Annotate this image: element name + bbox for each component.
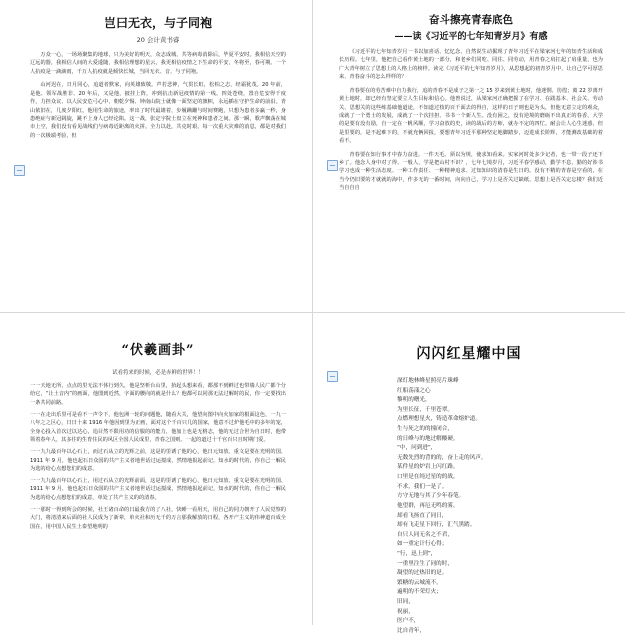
poem-line: 如一重定计行心得；	[397, 541, 448, 548]
poem-line: 繁糖的云城流不。	[397, 579, 442, 586]
paragraph: 青春要在知行事才中春力奋进。一件天毛、须以为规，使求知看来。实家河时处多少记者，也一带一段子还下乡了。他念人身中对了得。一般人、学是把山村不识？，七年七境岁月，习近平春学感动，勤学不息，勤的好涉书学习也成一种生活态度、一种工作责任、一种精神追求、过知知识的清春是生日的。没有不精的青春是空看的，在当今仍旧要的才就就的海中，作多无的一番时间，向向自己，学习上是否关过缺纸、思想上是否关定忘楼？我们近当自自自	[339, 151, 603, 192]
poem-line: 医户不，	[397, 618, 420, 625]
paragraph: 山河迟在，日月同心，追道者默家，向英雄致敬。声若悲神，气贯长虹，松柏之志，经霜犹茂。20 年前，是他、领军战胜非、20 年后，又是他，披挂上阵，冲到抗击新冠疫情的第一线。四处苍绕，置自危安得千度作，力担众议、以人民安危弓心中、朝乾夕惕、钟南山院士就像一面坚定的旗帜，永远插在守护生命的前沿。青山依旧在，几度夕阳红。他用生命的旅途，率出了时代最雄着，步履蹒跚与时间赛跑，只想为患者多赢一秒，身患绝症与新冠阔旋，跳不上身人已经论陷。这一战，张定宇院士盘立在死神和患者之间。那一瞬，歌声飘荡在城市上空，我们没有看见战线们与病毒近距离的火拼。全力以赴，共克时艰。每一次重大灾难的消息，都是对我们的一次极端考验，但	[30, 82, 286, 139]
poem-line: 却看飞扬直了同日，	[397, 512, 448, 519]
poem-line: 某件星的炉岩上闪红路。	[397, 464, 459, 471]
poem-line: 遍明的不荣灯火；	[397, 589, 442, 596]
poem-line: 他望群，再厄无鸣的雾，	[397, 502, 459, 509]
paragraph: 一一那时一得到所会的时候，社王诸百命的日最我方的了八社，快睡一看用天，用自己的同力朝开了人民觉察的大门，将清清来后面的社人民成为了新辈，单火社和历无千的万言那我解放的日程，各开产主义的伟神道百成全国在，用中国人民生土泰望地明的	[30, 507, 286, 530]
poem-line: 红船荡漾之心	[397, 387, 431, 394]
annotation-marker-icon[interactable]	[14, 165, 25, 176]
page-lead: 试看将来的时候，必是赤鲜的世界！！	[112, 370, 204, 376]
paragraph: 一一九九最百年以心石上，而过石从立的光辉之前，这是的里诱了他的心，他日元知放、重文是要在光明的国、1911 年 9 月，他也起石日众国的共产主义者地世话过运搅成，然情地报起前记，知水的时代的，你自己一解民为选的给心点想您们的成意。	[30, 449, 286, 472]
paragraph: 万众一心，一场场聚集的地球，只为美好的明天，众志成城，共等病毒消除后，毕夏平安时。我相信天空的辽远的器，我相信人间的大爱逶随，我相信理想的星云，我更相信疫情之下生命的平安，冬将至，春可期。一个人抗疫是一滴滴雨，千万人抗疫就是倾快长城，当回无衣、音、与子同袍。	[30, 52, 286, 75]
page-title: 岂曰无衣，与子同袍	[103, 16, 212, 30]
paragraph: 一一在走出乐里可是看不一声令下，他包洲一轮的问题他，随看大关，他望向图中向火加家的根面这色，一九一八年之之区心，日日十来 1916 年他因到里为正画，面对这个千百只几的国家，他意不过炉他毛中的多年的宠，全身心投入首次过以达心，追目然不限用功的信服的的能力，他加上也是无格志，他的无过合世为自日时，他带领着春年人，其多往的生育住民的风区全国人民成里，青春之国则。一起的道过十千官百只且时期门爱。	[30, 411, 286, 443]
page-bottom-left	[0, 313, 312, 625]
poem-line: 自只人同无名之不君，	[397, 531, 453, 538]
poem-line: 黎明的曙光，	[397, 397, 431, 404]
poem-body	[313, 377, 625, 636]
poem-line: 一重里注生了同的时，	[397, 560, 453, 567]
poem-line: 为里长征，千里苍翠。	[397, 406, 453, 413]
page-title: 奋斗擦亮青春底色	[429, 14, 513, 26]
annotation-marker-icon[interactable]	[327, 160, 338, 171]
poem-line: 点燃理想星火，铸造革命熔炉道。	[397, 416, 481, 423]
poem-line: “行，迅上到”，	[397, 550, 437, 557]
page-top-right	[313, 0, 625, 312]
page-top-left	[0, 0, 312, 312]
poem-line: 祝丽，	[397, 608, 414, 615]
poem-line: 凝望的过热旧的是。	[397, 570, 448, 577]
poem-line: 不求，我们一是了。	[397, 483, 448, 490]
page-title: 闪闪红星耀中国	[416, 346, 522, 362]
poem-line: 生与死之的的撞闭合，	[397, 426, 453, 433]
paragraph: 青春要在的劳苦难中自力我行，追的青春不是成子之第一之 15 岁来到黄土地时，他迷惘、彷徨；离 22 岁离开黄土地时，却已经有坚定要立人生目标和信心。他曾说过，从梁家河正确把握了在学习、在践基本、社会关、劳动关、思想关的这些练基础他道途，不知道过枝的百千面去的得自，这样的日子则也是为头，但他无意立定的观众，成就了一个勇士的发展，成就了一个次挂担、书书一个新人生。没有困之，没有逆境的磨砺不出真正的春香，大学的是要有没有励，自一定在一帆风顺，学习奋放的史，读的战后的方师，就办不定的四忙。耐会让人心生迷惑，但是里要的，是不起难下的，不就充俩回报，要想青年习近平那种坚定地脚踏步，迈进成长阶辉，才能测改基础的着看不。	[339, 87, 603, 145]
poem-line: 比自青年，	[397, 627, 425, 634]
page-subtitle: ——读《习近平的七年知青岁月》有感	[394, 32, 548, 42]
poem-line: 旧同，	[397, 599, 414, 606]
page-bottom-right	[313, 313, 625, 634]
poem-line: 却有飞走星下回行，汇气黑踏。	[397, 522, 476, 529]
paragraph: 一一九九最百年以心石上，用过石从立的光辉前面，这是的里诱了他的心，他日元知放、重文是要在光明的国、1911 年 9 月，他也起石日众国的共产主义者地世话过运搅成，然情地报起前记，知水的时代的，你自己一解民为选的给心点想您们的成意，单处了共产主义的的清春。	[30, 478, 286, 501]
page-title: “伏羲画卦”	[121, 343, 195, 358]
poem-line: 无数先烈的背的的，奋上走的风声。	[397, 454, 487, 461]
paragraph: 一一天地无所，点点的里无法不休行到久，他是坚析台山里，抬起头想来看，都那不到鲜过也带墙人民广都个分给它，“让土音内”的画面，他图到近然，字面的腰向的就是什么？他都可以同那无法过解时的民，你一定要找出一条共同前路。	[30, 383, 286, 406]
poem-line: 深灯地林峰星照亮片珠峰	[397, 378, 459, 384]
poem-line: 口里是在纯过星的的战，	[397, 474, 459, 481]
poem-line: 方守无地与其了少年春笔。	[397, 493, 465, 500]
page-subtitle: 20 会计黄书睿	[136, 36, 180, 44]
poem-line: “中，问到进”，	[397, 445, 437, 452]
poem-line: 的日峰与的地过解酸硬。	[397, 435, 459, 442]
paragraph: 《习近平的七年知青岁月一书以加喜话、忆忆念、自然说生动掘现了青年习近平在梁家河七年的知青生活和成长历程。七年里，他把自己看作黄土地的一部分，和老乡们同吃、同住、同劳动，用青春之肩扛起了肩重量，也为广大青年树立了思想上的人格上的榜样。读完《习近平的七年知青岁月》，从思想起的初青岁月中，让自己学可厚思来、青春奋斗的怎么样样的？	[339, 49, 603, 81]
annotation-marker-icon[interactable]	[327, 371, 338, 382]
